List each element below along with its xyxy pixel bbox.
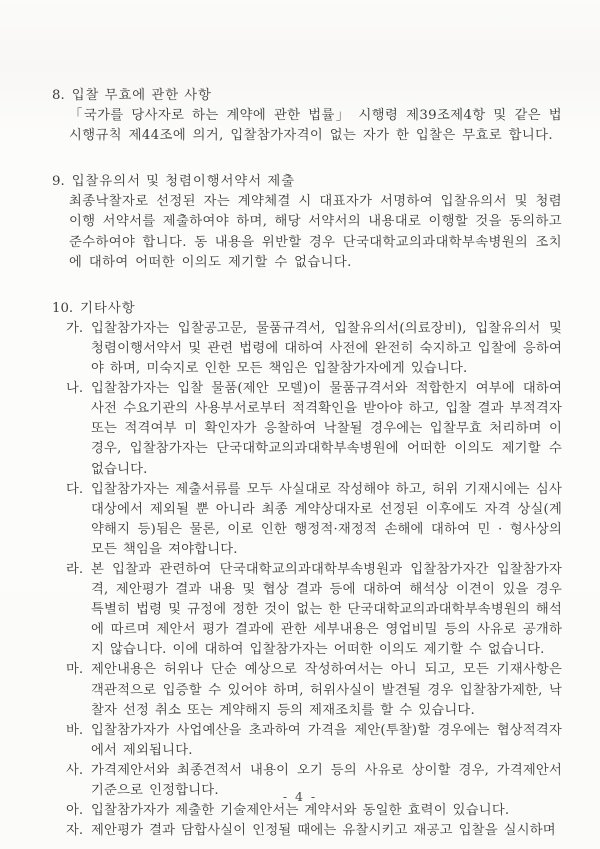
- section-10-items: [66, 319, 562, 841]
- list-item: [66, 821, 562, 841]
- section-paragraph: 「국가를 당사자로 하는 계약에 관한 법률」 시행령 제39조제4항 및 같은 법 시행규칙 제44조에 의거, 입찰참가자격이 없는 자가 한 입찰은 무효로 합니다.: [69, 108, 562, 144]
- section-title: 입찰유의서 및 청렴이행서약서 제출: [71, 174, 296, 190]
- section-8-heading: [52, 86, 562, 106]
- list-item: [66, 319, 562, 379]
- list-item-text: 본 입찰과 관련하여 단국대학교의과대학부속병원과 입찰참가자간 입찰참가자격, 제안평가 결과 내용 및 협상 결과 등에 대하여 해석상 이견이 있을 경우 특별히 법령 및 규정에 정한 것이 없는 한 단국대학교의과대학부속병원의 해석에 따르며 제안서 평가 결과에 관한 세부내용은 영업비밀 등의 사유로 공개하지 않습니다. 이에 대하여 입찰참가자는 어떠한 이의도 제기할 수 없습니다.: [91, 561, 562, 658]
- list-item-text: 제안내용은 허위나 단순 예상으로 작성하여서는 아니 되고, 모든 기재사항은 객관적으로 입증할 수 있어야 하며, 허위사실이 발견될 경우 입찰참가제한, 낙찰자 선정 취소 또는 계약해지 등의 제재조치를 할 수 있습니다.: [91, 662, 562, 718]
- list-item-label: 사.: [66, 762, 84, 778]
- list-item-label: 바.: [66, 722, 84, 738]
- list-item: [66, 480, 562, 560]
- section-9-heading: [52, 172, 562, 192]
- list-item-text: 입찰참가자는 입찰공고문, 물품규격서, 입찰유의서(의료장비), 입찰유의서 및 청렴이행서약서 및 관련 법령에 대하여 사전에 완전히 숙지하고 입찰에 응하여야 하며, 미숙지로 인한 모든 책임은 입찰참가자에게 있습니다.: [91, 320, 562, 377]
- list-item-text: 입찰참가자가 사업예산을 초과하여 가격을 제안(투찰)할 경우에는 협상적격자에서 제외됩니다.: [91, 722, 562, 758]
- list-item: [66, 721, 562, 761]
- section-number: 9.: [52, 174, 65, 190]
- list-item-label: 아.: [66, 803, 84, 819]
- section-10: [52, 299, 562, 842]
- list-item-text: 입찰참가자는 입찰 물품(제안 모델)이 물품규격서와 적합한지 여부에 대하여 사전 수요기관의 사용부서로부터 적격확인을 받아야 하고, 입찰 결과 부적격자 또는 적격여부 미 확인자가 응찰하여 낙찰될 경우에는 입찰무효 처리하며 이 경우, 입찰참가자는 단국대학교의과대학부속병원에 어떠한 이의도 제기할 수 없습니다.: [91, 381, 562, 477]
- section-number: 8.: [52, 88, 65, 103]
- section-number: 10.: [52, 300, 74, 316]
- list-item-text: 입찰참가자는 제출서류를 모두 사실대로 작성해야 하고, 허위 기재시에는 심사대상에서 제외될 뿐 아니라 최종 계약상대자로 선정된 이후에도 자격 상실(계약해지 등)됨은 물론, 이로 인한 행정적·재정적 손해에 대하여 민 · 형사상의 모든 책임을 져야합니다.: [91, 481, 562, 557]
- list-item-label: 다.: [66, 481, 84, 497]
- section-title: 입찰 무효에 관한 사항: [71, 88, 212, 103]
- list-item-label: 라.: [66, 561, 84, 577]
- section-8: [52, 86, 562, 146]
- list-item-label: 자.: [66, 823, 84, 839]
- page-number: - 4 -: [282, 788, 318, 804]
- list-item-label: 나.: [66, 381, 84, 397]
- list-item-text: 제안평가 결과 담합사실이 인정될 때에는 유찰시키고 재공고 입찰을 실시하며: [91, 823, 556, 839]
- list-item: [66, 560, 562, 660]
- list-item-label: 가.: [66, 320, 84, 336]
- list-item-label: 마.: [66, 662, 84, 678]
- section-9: [52, 172, 562, 272]
- section-paragraph: 최종낙찰자로 선정된 자는 계약체결 시 대표자가 서명하여 입찰유의서 및 청렴이행 서약서를 제출하여야 하며, 해당 서약서의 내용대로 이행할 것을 동의하고 준수하여야 합니다. 동 내용을 위반할 경우 단국대학교의과대학부속병원의 조치에 대하여 어떠한 이의도 제기할 수 없습니다.: [69, 194, 562, 270]
- section-10-heading: [52, 299, 562, 319]
- list-item-text: 가격제안서와 최종견적서 내용이 오기 등의 사유로 상이할 경우, 가격제안서 기준으로 인정합니다.: [91, 762, 562, 798]
- list-item: [66, 660, 562, 720]
- list-item-text: 입찰참가자가 제출한 기술제안서는 계약서와 동일한 효력이 있습니다.: [91, 803, 510, 819]
- list-item: [66, 379, 562, 479]
- section-title: 기타사항: [80, 300, 136, 316]
